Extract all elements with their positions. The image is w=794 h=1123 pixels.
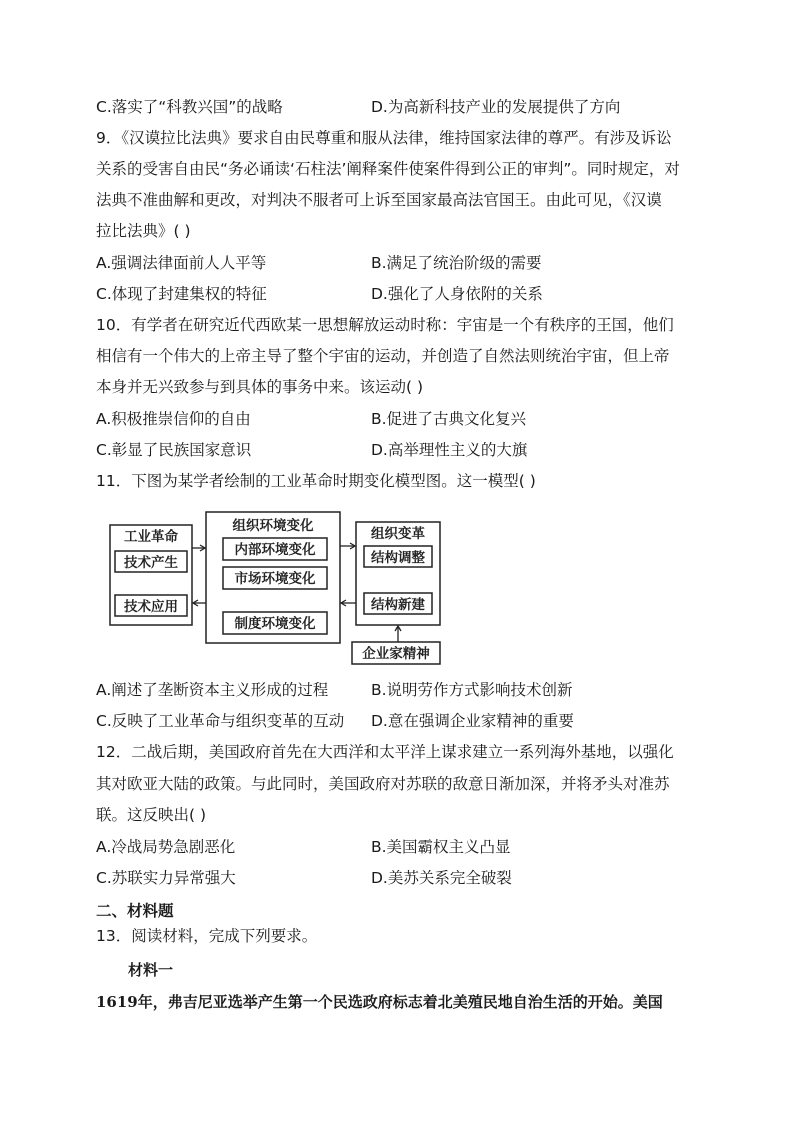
material-1-text-line1: 1619年，弗吉尼亚选举产生第一个民选政府标志着北美殖民地自治生活的开始。美国 [96, 993, 663, 1011]
q12-option-d: D.美苏关系完全破裂 [371, 869, 512, 887]
q9-stem-line4: 拉比法典》( ) [96, 222, 191, 240]
section-title-material: 二、材料题 [96, 902, 174, 920]
bottom-box-label: 企业家精神 [362, 646, 430, 662]
arrow-bottom-to-right [395, 626, 401, 642]
left-box-title: 工业革命 [124, 529, 178, 545]
middle-item-1: 内部环境变化 [234, 542, 316, 558]
q10-option-d: D.高举理性主义的大旗 [371, 441, 528, 459]
q9-option-d: D.强化了人身依附的关系 [371, 285, 543, 303]
q10-option-a: A.积极推崇信仰的自由 [96, 410, 251, 428]
right-box-title: 组织变革 [371, 526, 425, 542]
q12-option-a: A.冷战局势急剧恶化 [96, 838, 236, 856]
q9-stem-line2: 关系的受害自由民“务必诵读‘石柱法’阐释案件使案件得到公正的审判”。同时规定，对 [96, 160, 680, 178]
material-1-title: 材料一 [128, 961, 174, 979]
q10-stem-line2: 相信有一个伟大的上帝主导了整个宇宙的运动，并创造了自然法则统治宇宙，但上帝 [96, 347, 670, 365]
q10-option-b: B.促进了古典文化复兴 [371, 410, 527, 428]
right-item-1: 结构调整 [371, 550, 425, 566]
q9-stem-line1: 9．《汉谟拉比法典》要求自由民尊重和服从法律，维持国家法律的尊严。有涉及诉讼 [96, 129, 672, 147]
q10-stem-line1: 10．有学者在研究近代西欧某一思想解放运动时称：宇宙是一个有秩序的王国，他们 [96, 316, 674, 334]
q11-stem-line1: 11．下图为某学者绘制的工业革命时期变化模型图。这一模型( ) [96, 472, 536, 490]
q9-option-a: A.强调法律面前人人平等 [96, 254, 267, 272]
middle-item-3: 制度环境变化 [234, 616, 316, 632]
q9-option-c: C.体现了封建集权的特征 [96, 285, 267, 303]
q11-option-c: C.反映了工业革命与组织变革的互动 [96, 712, 345, 730]
q8-option-c: C.落实了“科教兴国”的战略 [96, 98, 283, 116]
middle-item-2: 市场环境变化 [234, 571, 316, 587]
q10-option-c: C.彰显了民族国家意识 [96, 441, 252, 459]
industrial-revolution-model-diagram [108, 508, 448, 668]
q12-option-c: C.苏联实力异常强大 [96, 869, 236, 887]
q9-stem-line3: 法典不准曲解和更改，对判决不服者可上诉至国家最高法官国王。由此可见，《汉谟 [96, 191, 662, 209]
q11-option-b: B.说明劳作方式影响技术创新 [371, 681, 573, 699]
arrow-middle-to-left-bottom [193, 600, 206, 606]
left-item-1: 技术产生 [124, 555, 178, 571]
arrow-left-to-middle-top [192, 545, 205, 551]
q10-stem-line3: 本身并无兴致参与到具体的事务中来。该运动( ) [96, 378, 424, 396]
q12-stem-line3: 联。这反映出( ) [96, 806, 207, 824]
q12-stem-line2: 其对欧亚大陆的政策。与此同时，美国政府对苏联的敌意日渐加深，并将矛头对准苏 [96, 775, 670, 793]
q11-option-a: A.阐述了垄断资本主义形成的过程 [96, 681, 329, 699]
q11-option-d: D.意在强调企业家精神的重要 [371, 712, 574, 730]
q12-stem-line1: 12．二战后期，美国政府首先在大西洋和太平洋上谋求建立一系列海外基地，以强化 [96, 743, 674, 761]
q9-option-b: B.满足了统治阶级的需要 [371, 254, 542, 272]
q12-option-b: B.美国霸权主义凸显 [371, 838, 511, 856]
left-item-2: 技术应用 [124, 599, 178, 615]
middle-box-title: 组织环境变化 [232, 518, 314, 534]
arrow-middle-to-right-top [340, 543, 355, 549]
q13-stem-line1: 13．阅读材料，完成下列要求。 [96, 927, 318, 945]
arrow-right-to-middle-bottom [341, 600, 356, 606]
q8-option-d: D.为高新科技产业的发展提供了方向 [371, 98, 621, 116]
right-item-2: 结构新建 [371, 597, 425, 613]
